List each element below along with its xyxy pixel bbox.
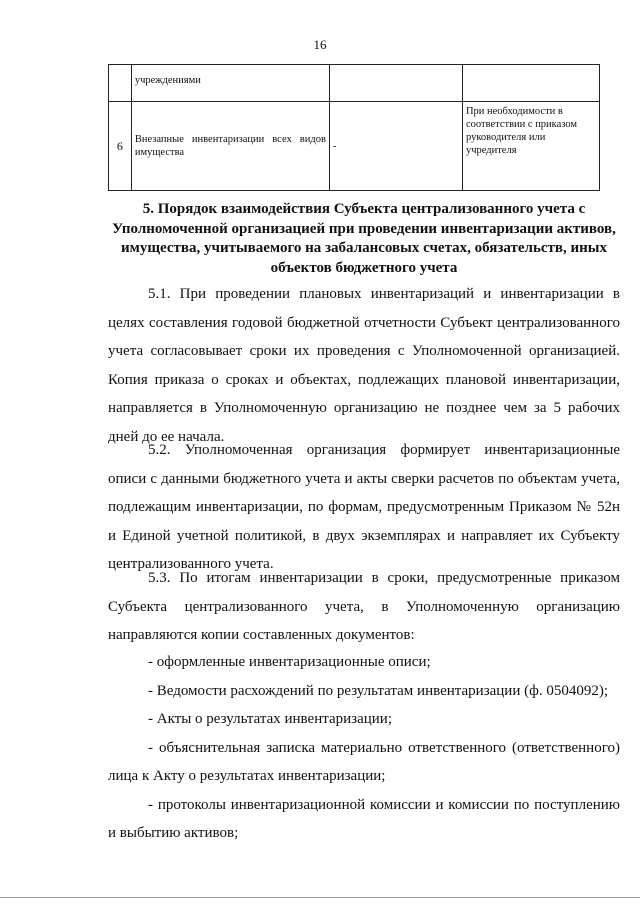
table-row	[109, 65, 600, 102]
table-row	[109, 102, 600, 191]
row-number-cell	[109, 65, 132, 102]
term-cell	[329, 65, 462, 102]
documents-list	[108, 648, 620, 848]
list-item: - протоколы инвентаризационной комиссии и комиссии по поступлению и выбытию активов;	[108, 796, 620, 841]
basis-cell	[462, 65, 599, 102]
term-cell: -	[329, 102, 462, 191]
paragraph-5-2: 5.2. Уполномоченная организация формирует инвентаризационные описи с данными бюджетного учета и акты сверки расчетов по объектам учета, подлежащим инвентаризации, по формам, предусмотренным Приказом № 52н и Единой учетной политикой, в двух экземплярах и направляет их Субъекту централизованного учета.	[108, 442, 620, 572]
inventory-table	[108, 64, 600, 191]
page-bottom-rule	[0, 897, 640, 898]
row-number-cell: 6	[109, 102, 132, 191]
section-title: 5. Порядок взаимодействия Субъекта централизованного учета с Уполномоченной организацией при проведении инвентаризации активов, имущества, учитываемого на забалансовых счетах, обязательств, иных объектов бюджетного учета	[112, 201, 616, 276]
inventory-type-cell: Внезапные инвентаризации всех видов имущества	[131, 102, 329, 191]
page-number: 16	[313, 37, 327, 52]
inventory-type-cell: учреждениями	[131, 65, 329, 102]
list-item: - Ведомости расхождений по результатам инвентаризации (ф. 0504092);	[148, 682, 608, 699]
list-item: - оформленные инвентаризационные описи;	[148, 654, 431, 670]
list-item: - объяснительная записка материально ответственного (ответственного) лица к Акту о результатах инвентаризации;	[108, 739, 620, 784]
paragraph-5-3: 5.3. По итогам инвентаризации в сроки, предусмотренные приказом Субъекта централизованного учета, в Уполномоченную организацию направляются копии составленных документов:	[108, 570, 620, 643]
basis-cell: При необходимости в соответствии с приказом руководителя или учредителя	[462, 102, 599, 191]
paragraph-5-1: 5.1. При проведении плановых инвентаризаций и инвентаризации в целях составления годовой бюджетной отчетности Субъект централизованного учета согласовывает сроки их проведения с Уполномоченной организацией. Копия приказа о сроках и объектах, подлежащих плановой инвентаризации, направляется в Уполномоченную организацию не позднее чем за 5 рабочих дней до ее начала.	[108, 286, 620, 445]
list-item: - Акты о результатах инвентаризации;	[148, 711, 392, 727]
